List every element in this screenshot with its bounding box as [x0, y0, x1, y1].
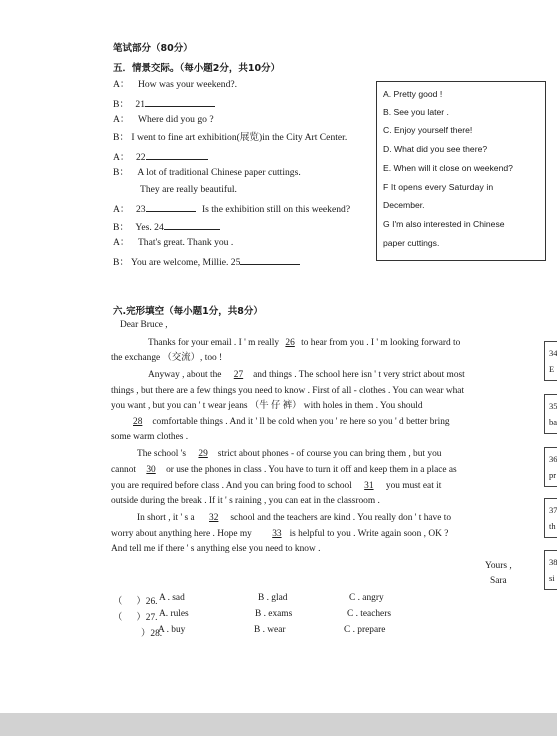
blank-31[interactable]: 31: [364, 481, 374, 491]
choice-b[interactable]: B . exams: [255, 609, 293, 619]
option-item: E. When will it close on weekend?: [383, 163, 513, 173]
dialogue-line: B： You are welcome, Millie. 25: [113, 255, 300, 269]
section5-title: 五．情景交际。（每小题2分，共10分）: [113, 63, 281, 74]
question-row[interactable]: ）28.: [141, 629, 163, 639]
question-row[interactable]: （ ）26.: [113, 597, 158, 607]
speaker: A：: [113, 237, 130, 248]
option-item: December.: [383, 200, 425, 210]
dialogue-line: A： 23 Is the exhibition still on this weekend?: [113, 204, 351, 215]
letter-signature: Sara: [490, 576, 507, 586]
dialogue-line: B： A lot of traditional Chinese paper cuttings.: [113, 167, 301, 178]
passage-line: things , but there are a few things you need to know . First of all - clothes . You can wear what: [111, 386, 465, 396]
choice-a[interactable]: A. rules: [159, 609, 189, 619]
option-item: F It opens every Saturday in: [383, 182, 494, 192]
option-item: D. What did you see there?: [383, 144, 488, 154]
edge-question-box: 34 E: [544, 341, 557, 381]
dialogue-line: They are really beautiful.: [140, 184, 237, 195]
passage-line: And tell me if there ' s anything else you need to know .: [111, 544, 321, 554]
blank-30[interactable]: 30: [146, 465, 156, 475]
letter-greeting: Dear Bruce ,: [120, 320, 168, 330]
blank-32[interactable]: 32: [209, 513, 219, 523]
answer-blank[interactable]: [240, 255, 300, 265]
option-item: A. Pretty good !: [383, 89, 443, 99]
passage-line: you are required before class . And you can bring food to school 31 you must eat it: [111, 481, 442, 491]
passage-line: some warm clothes .: [111, 432, 189, 442]
passage-line: The school 's 29 strict about phones - of course you can bring them , but you: [137, 449, 442, 459]
dialogue-line: B： Yes. 24: [113, 220, 220, 234]
passage-line: cannot 30 or use the phones in class . You have to turn it off and keep them in a place as: [111, 465, 457, 475]
passage-line: the exchange （交流）, too !: [111, 353, 223, 363]
option-item: C. Enjoy yourself there!: [383, 125, 473, 135]
passage-line: Thanks for your email . I ' m really 26 to hear from you . I ' m looking forward to: [148, 338, 461, 348]
dialogue-line: B： 21: [113, 97, 215, 111]
choice-b[interactable]: B . glad: [258, 593, 288, 603]
passage-line: 28 comfortable things . And it ' ll be cold when you ' re here so you ' d better bring: [111, 416, 450, 428]
edge-question-box: 38 si: [544, 550, 557, 590]
answer-blank[interactable]: [164, 220, 220, 230]
dialogue-line: B： I went to fine art exhibition(展览)in the City Art Center.: [113, 132, 348, 143]
speaker: B：: [113, 132, 129, 143]
choice-b[interactable]: B . wear: [254, 625, 286, 635]
answer-blank[interactable]: [146, 150, 208, 160]
dialogue-line: A： 22: [113, 150, 208, 164]
blank-33[interactable]: 33: [272, 529, 282, 539]
dialogue-line: A： Where did you go ?: [113, 114, 214, 125]
speaker: B：: [113, 99, 129, 110]
question-row[interactable]: （ ）27.: [113, 613, 158, 623]
choice-c[interactable]: C . angry: [349, 593, 384, 603]
speaker: A：: [113, 204, 130, 215]
blank-28[interactable]: 28: [133, 417, 143, 427]
choice-c[interactable]: C . teachers: [347, 609, 391, 619]
bottom-gray-band: [0, 713, 557, 736]
passage-line: Anyway , about the 27 and things . The school here isn ' t very strict about most: [148, 370, 465, 380]
speaker: B：: [113, 222, 129, 233]
answer-blank[interactable]: [145, 97, 215, 107]
choice-c[interactable]: C . prepare: [344, 625, 386, 635]
passage-line: outside during the break . If it ' s raining , you can eat in the classroom .: [111, 496, 380, 506]
passage-line: worry about anything here . Hope my 33 is helpful to you . Write again soon , OK ?: [111, 529, 449, 539]
dialogue-line: A： That's great. Thank you .: [113, 237, 234, 248]
speaker: A：: [113, 79, 130, 90]
speaker: B：: [113, 167, 129, 178]
choice-a[interactable]: A . buy: [158, 625, 186, 635]
answer-blank[interactable]: [146, 202, 196, 212]
passage-line: In short , it ' s a 32 school and the teachers are kind . You really don ' t have to: [137, 513, 452, 523]
option-item: paper cuttings.: [383, 238, 440, 248]
edge-question-box: 35 ba: [544, 394, 557, 434]
section6-title: 六.完形填空（每小题1分，共8分）: [113, 306, 263, 317]
blank-27[interactable]: 27: [233, 370, 244, 380]
choice-a[interactable]: A . sad: [159, 593, 185, 603]
blank-26[interactable]: 26: [285, 338, 295, 348]
written-section-header: 笔试部分（80分）: [113, 43, 193, 54]
speaker: A：: [113, 114, 130, 125]
option-item: G I'm also interested in Chinese: [383, 219, 505, 229]
letter-closing: Yours ,: [485, 561, 512, 571]
passage-line: you want , but you can ' t wear jeans （牛 仔 裤） with holes in them . You should: [111, 401, 423, 411]
dialogue-line: A： How was your weekend?.: [113, 79, 238, 90]
edge-question-box: 36 pr: [544, 447, 557, 487]
edge-question-box: 37 th: [544, 498, 557, 538]
option-item: B. See you later .: [383, 107, 449, 117]
blank-29[interactable]: 29: [198, 449, 208, 459]
speaker: B：: [113, 257, 129, 268]
speaker: A：: [113, 152, 130, 163]
options-box: [376, 81, 546, 261]
